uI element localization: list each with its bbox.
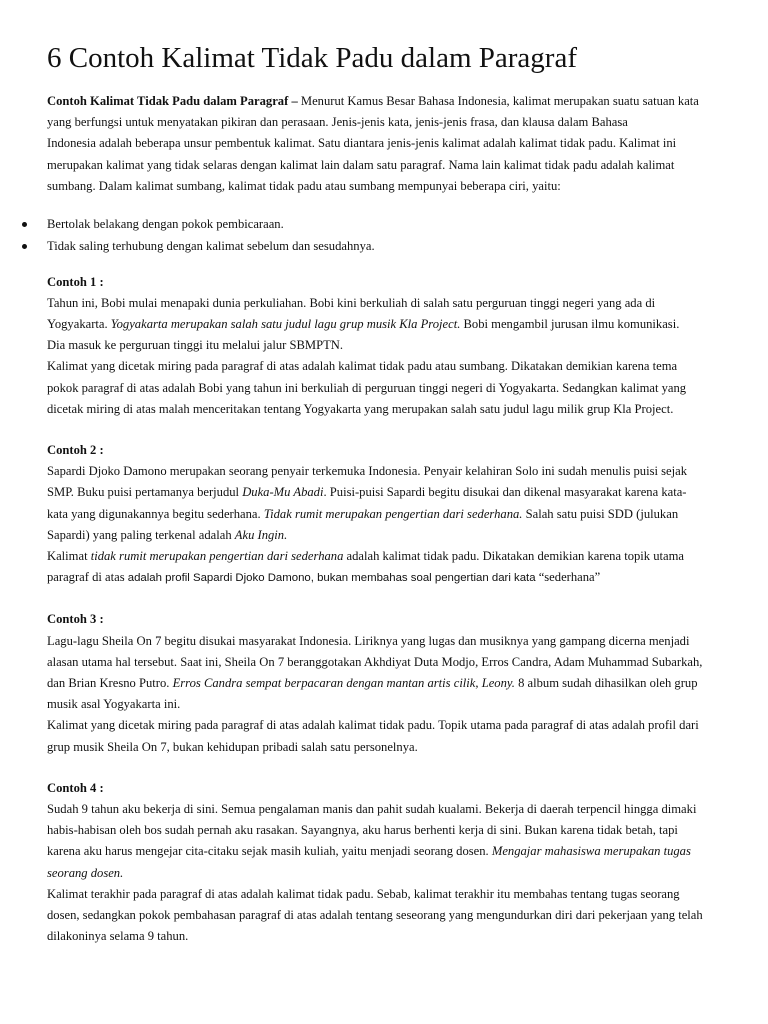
body-line: pokok paragraf di atas adalah Bobi yang tahun ini berkuliah di perguruan tinggi negeri di Yogyakarta. Sedangkan kalimat yang	[47, 380, 687, 395]
body-line: karena aku harus mengejar cita-citaku sejak masih kuliah, yaitu menjadi seorang dosen. Mengajar mahasiswa merupakan tugas	[47, 844, 691, 859]
intro-line: Contoh Kalimat Tidak Padu dalam Paragraf – Menurut Kamus Besar Bahasa Indonesia, kalimat merupakan suatu satuan kata	[47, 94, 699, 108]
body-line: grup musik Sheila On 7, bukan kehidupan pribadi salah satu personelnya.	[47, 739, 418, 754]
contoh-2-heading: Contoh 2 :	[47, 443, 104, 458]
page-title: 6 Contoh Kalimat Tidak Padu dalam Paragraf	[47, 42, 577, 74]
body-line: dicetak miring di atas malah menceritakan tentang Yogyakarta yang merupakan salah satu judul lagu milik grup Kla Project.	[47, 401, 674, 416]
body-line: dan Brian Kresno Putro. Erros Candra sempat berpacaran dengan mantan artis cilik, Leony. 8 album sudah dihasilkan oleh grup	[47, 676, 698, 691]
bullet-item: Bertolak belakang dengan pokok pembicaraan.	[47, 214, 728, 236]
intro-line: Indonesia adalah beberapa unsur pembentuk kalimat. Satu diantara jenis-jenis kalimat adalah kalimat tidak padu. Kalimat ini	[47, 136, 677, 151]
bullet-list	[47, 214, 728, 258]
contoh-1-section	[47, 272, 728, 420]
intro-line: sumbang. Dalam kalimat sumbang, kalimat tidak padu atau sumbang mempunyai beberapa ciri, yaitu:	[47, 178, 561, 193]
italic-sentence: Tidak rumit merupakan pengertian dari sederhana.	[263, 506, 523, 521]
body-line: musik asal Yogyakarta ini.	[47, 697, 181, 712]
body-line: Tahun ini, Bobi mulai menapaki dunia perkuliahan. Bobi kini berkuliah di salah satu perguruan tinggi negeri yang ada di	[47, 295, 656, 310]
body-line: Sapardi Djoko Damono merupakan seorang penyair terkemuka Indonesia. Penyair kelahiran Solo ini sudah menulis puisi sejak	[47, 464, 688, 479]
body-line: Sapardi) yang paling terkenal adalah Aku Ingin.	[47, 527, 288, 542]
body-line: Lagu-lagu Sheila On 7 begitu disukai masyarakat Indonesia. Liriknya yang lugas dan musiknya yang gampang dicerna menjadi	[47, 633, 690, 648]
italic-sentence: Yogyakarta merupakan salah satu judul lagu grup musik Kla Project.	[110, 317, 461, 332]
intro-bold-lead: Contoh Kalimat Tidak Padu dalam Paragraf –	[47, 94, 298, 108]
body-line: Dia masuk ke perguruan tinggi itu melalui jalur SBMPTN.	[47, 338, 344, 353]
body-line: Kalimat tidak rumit merupakan pengertian dari sederhana adalah kalimat tidak padu. Dikatakan demikian karena topik utama	[47, 549, 684, 564]
intro-line: merupakan kalimat yang tidak selaras dengan kalimat lain dalam satu paragraf. Nama lain kalimat tidak padu adalah kalimat	[47, 157, 675, 172]
contoh-2-section	[47, 440, 728, 589]
body-line: Kalimat terakhir pada paragraf di atas adalah kalimat tidak padu. Sebab, kalimat terakhir itu membahas tentang tugas seorang	[47, 886, 680, 901]
sans-phrase: adalah profil Sapardi Djoko Damono, bukan membahas soal pengertian dari kata	[127, 572, 536, 585]
bullet-dot-icon	[22, 222, 27, 227]
body-line: paragraf di atas adalah profil Sapardi Djoko Damono, bukan membahas soal pengertian dari kata “sederhana”	[47, 570, 601, 585]
italic-title: Duka-Mu Abadi	[242, 485, 324, 500]
body-line: Kalimat yang dicetak miring pada paragraf di atas adalah kalimat tidak padu. Topik utama pada paragraf di atas adalah profil dari	[47, 718, 699, 733]
body-line: dilakoninya selama 9 tahun.	[47, 929, 189, 944]
bullet-dot-icon	[22, 244, 27, 249]
italic-phrase: tidak rumit merupakan pengertian dari sederhana	[90, 549, 344, 564]
contoh-3-section	[47, 609, 728, 757]
contoh-1-heading: Contoh 1 :	[47, 274, 104, 289]
italic-sentence: Mengajar mahasiswa merupakan tugas	[491, 844, 691, 859]
italic-sentence: Erros Candra sempat berpacaran dengan mantan artis cilik, Leony.	[172, 676, 515, 691]
intro-paragraph	[47, 91, 728, 197]
body-line: dosen, sedangkan pokok pembahasan paragraf di atas adalah tentang seseorang yang mengundurkan diri dari pekerjaan yang telah	[47, 908, 703, 923]
body-line	[47, 863, 728, 884]
bullet-item: Tidak saling terhubung dengan kalimat sebelum dan sesudahnya.	[47, 236, 728, 258]
contoh-4-section	[47, 778, 728, 948]
italic-title: Aku Ingin.	[234, 527, 288, 542]
body-line: kata yang digunakannya begitu sederhana. Tidak rumit merupakan pengertian dari sederhana. Salah satu puisi SDD (julukan	[47, 506, 679, 521]
italic-sentence: seorang dosen.	[47, 865, 124, 880]
intro-line: yang berfungsi untuk menyatakan pikiran dan perasaan. Jenis-jenis kata, jenis-jenis frasa, dan klausa dalam Bahasa	[47, 115, 628, 130]
contoh-3-heading: Contoh 3 :	[47, 612, 104, 627]
body-line: habis-habisan oleh bos sudah pernah aku rasakan. Sayangnya, aku harus berhenti kerja di sini. Bukan karena tidak betah, tapi	[47, 823, 678, 838]
body-line: Kalimat yang dicetak miring pada paragraf di atas adalah kalimat tidak padu atau sumbang. Dikatakan demikian karena tema	[47, 359, 678, 374]
body-line: alasan utama hal tersebut. Saat ini, Sheila On 7 beranggotakan Akhdiyat Duta Modjo, Erros Candra, Adam Muhammad Subarkah,	[47, 654, 703, 669]
body-line: Yogyakarta. Yogyakarta merupakan salah satu judul lagu grup musik Kla Project. Bobi mengambil jurusan ilmu komunikasi.	[47, 317, 680, 332]
contoh-4-heading: Contoh 4 :	[47, 780, 104, 795]
body-line: SMP. Buku puisi pertamanya berjudul Duka-Mu Abadi. Puisi-puisi Sapardi begitu disukai dan dikenal masyarakat karena kata-	[47, 485, 687, 500]
body-line: Sudah 9 tahun aku bekerja di sini. Semua pengalaman manis dan pahit sudah kualami. Bekerja di daerah terpencil hingga dimaki	[47, 802, 697, 817]
